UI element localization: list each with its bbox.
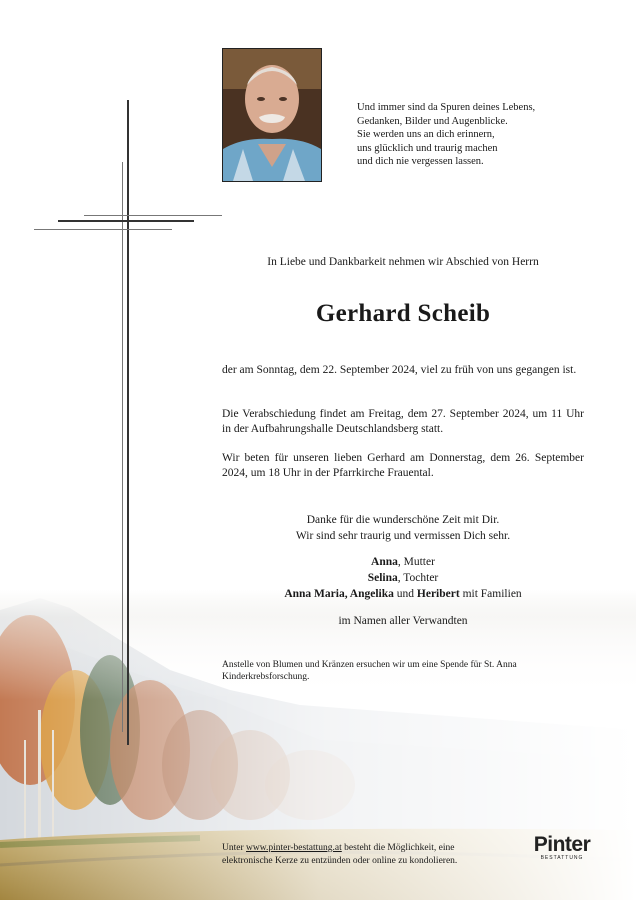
mourner-connector: und (393, 588, 417, 600)
poem-line: und dich nie vergessen lassen. (357, 156, 484, 167)
portrait-illustration (223, 49, 321, 181)
death-notice-paragraph: der am Sonntag, dem 22. September 2024, viel zu früh von uns gegangen ist. (222, 364, 577, 376)
mourner-name: Anna (371, 556, 398, 568)
farewell-intro: In Liebe und Dankbarkeit nehmen wir Abschied von Herrn (267, 256, 539, 268)
footer-prefix: Unter (222, 843, 247, 853)
logo-wordmark: Pinter (533, 833, 591, 856)
poem-line: Sie werden uns an dich erinnern, (357, 129, 495, 140)
poem-line: Und immer sind da Spuren deines Lebens, (357, 102, 536, 113)
prayer-paragraph: Wir beten für unseren lieben Gerhard am Donnerstag, dem 26. September 2024, um 18 Uhr in der Pfarrkirche Frauental. (222, 452, 584, 479)
mourner-name: Selina (367, 572, 398, 584)
farewell-ceremony-paragraph: Die Verabschiedung findet am Freitag, dem 27. September 2024, um 11 Uhr in der Aufbahrungshalle Deutschlandsberg statt. (222, 408, 584, 435)
poem-line: uns glücklich und traurig machen (357, 142, 498, 154)
thanks-line: Wir sind sehr traurig und vermissen Dich sehr. (295, 530, 511, 542)
mourner-relation: mit Familien (459, 588, 522, 600)
mourner-name: Heribert (416, 588, 460, 600)
footer-suffix: besteht die Möglichkeit, eine elektronische Kerze zu entzünden oder online zu kondolieren. (222, 843, 458, 866)
poem-line: Gedanken, Bilder und Augenblicke. (357, 115, 508, 127)
mourner-entry (222, 570, 584, 586)
pinter-logo (522, 833, 602, 861)
mourner-entry (222, 554, 584, 570)
mourner-relation: , Tochter (397, 572, 439, 584)
logo-subtitle: BESTATTUNG (540, 855, 584, 861)
footer-note (222, 842, 502, 868)
thanks-message (222, 512, 584, 544)
deceased-name: Gerhard Scheib (315, 300, 491, 327)
mourner-entry (222, 586, 584, 602)
relatives-note: im Namen aller Verwandten (338, 615, 468, 627)
donation-note: Anstelle von Blumen und Kränzen ersuchen wir um eine Spende für St. Anna Kinderkrebsforschung. (222, 660, 517, 682)
website-link[interactable]: www.pinter-bestattung.at (246, 843, 342, 853)
mourner-name: Anna Maria, Angelika (284, 588, 394, 600)
cross-horizontal-thin-line (84, 215, 222, 216)
thanks-line: Danke für die wunderschöne Zeit mit Dir. (306, 514, 500, 526)
poem (357, 101, 597, 169)
portrait-photo (222, 48, 322, 182)
cross-vertical-line (127, 100, 129, 745)
cross-vertical-thin-line (122, 162, 123, 732)
mourners-list (222, 554, 584, 602)
cross-horizontal-line (58, 220, 194, 222)
cross-horizontal-thin-line (34, 229, 172, 230)
mourner-relation: , Mutter (397, 556, 435, 568)
